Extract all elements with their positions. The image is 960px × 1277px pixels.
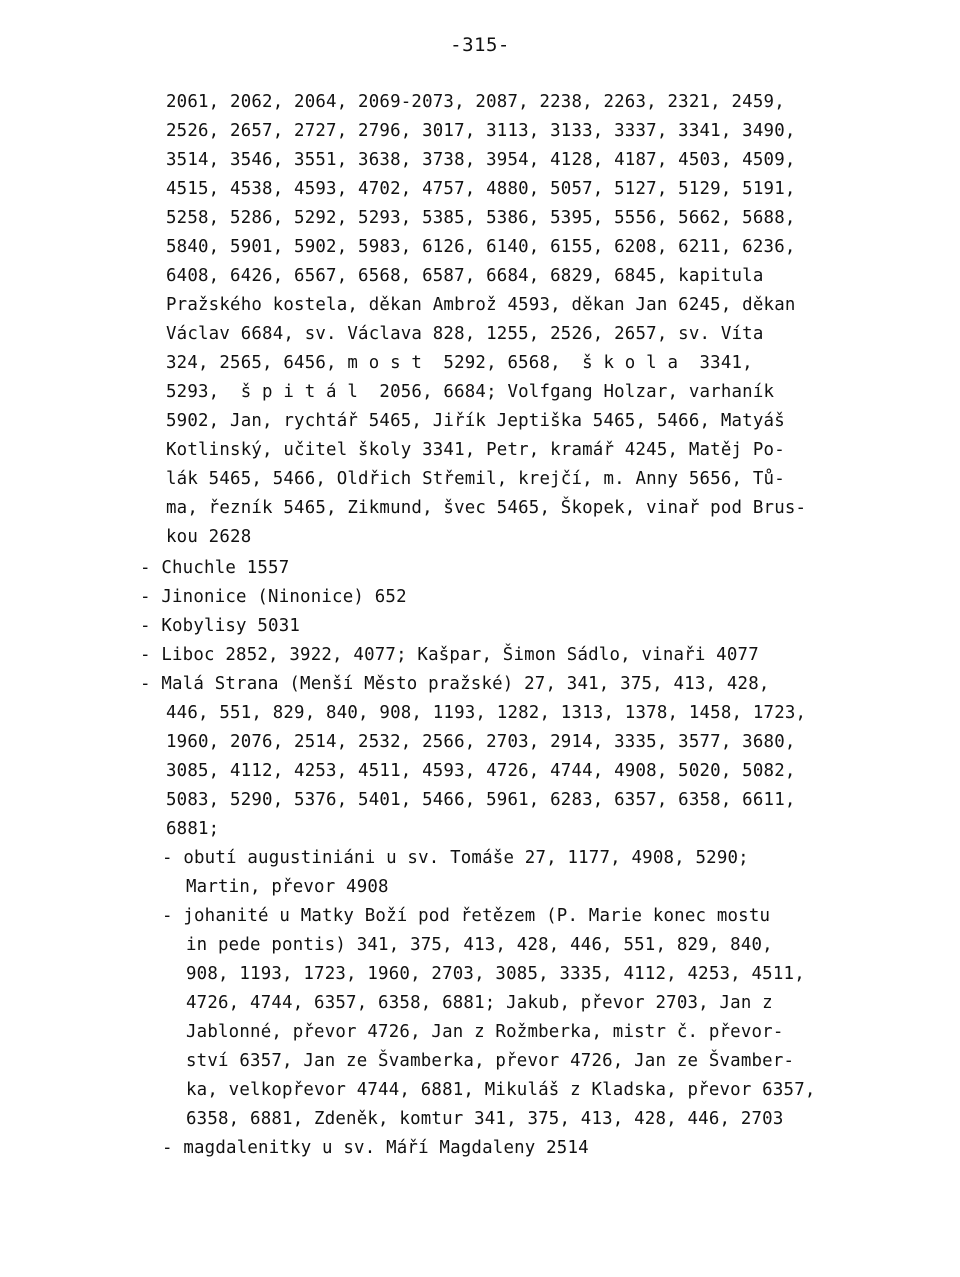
page-number: -315- <box>450 34 510 56</box>
index-subentry: - johanité u Matky Boží pod řetězem (P. Marie konec mostu <box>162 906 771 926</box>
index-line: 3514, 3546, 3551, 3638, 3738, 3954, 4128, 4187, 4503, 4509, <box>166 150 796 170</box>
index-subentry: - magdalenitky u sv. Máří Magdaleny 2514 <box>162 1138 589 1158</box>
index-line: 4726, 4744, 6357, 6358, 6881; Jakub, převor 2703, Jan z <box>186 993 773 1013</box>
index-line: ma, řezník 5465, Zikmund, švec 5465, Škopek, vinař pod Brus- <box>166 498 807 518</box>
index-line: 6408, 6426, 6567, 6568, 6587, 6684, 6829, 6845, kapitula <box>166 266 764 286</box>
index-line: 4515, 4538, 4593, 4702, 4757, 4880, 5057, 5127, 5129, 5191, <box>166 179 796 199</box>
index-entry: - Kobylisy 5031 <box>140 616 301 636</box>
index-entry: - Jinonice (Ninonice) 652 <box>140 587 407 607</box>
index-line: 5258, 5286, 5292, 5293, 5385, 5386, 5395, 5556, 5662, 5688, <box>166 208 796 228</box>
index-entry: - Chuchle 1557 <box>140 558 290 578</box>
index-line: 6358, 6881, Zdeněk, komtur 341, 375, 413, 428, 446, 2703 <box>186 1109 784 1129</box>
index-line: Martin, převor 4908 <box>186 877 389 897</box>
index-line: 324, 2565, 6456, m o s t 5292, 6568, š k o l a 3341, <box>166 353 753 373</box>
index-line: 2061, 2062, 2064, 2069-2073, 2087, 2238, 2263, 2321, 2459, <box>166 92 785 112</box>
index-line: in pede pontis) 341, 375, 413, 428, 446, 551, 829, 840, <box>186 935 773 955</box>
index-line: kou 2628 <box>166 527 252 547</box>
index-line: ka, velkopřevor 4744, 6881, Mikuláš z Kladska, převor 6357, <box>186 1080 816 1100</box>
index-line: Pražského kostela, děkan Ambrož 4593, děkan Jan 6245, děkan <box>166 295 796 315</box>
index-line: lák 5465, 5466, Oldřich Střemil, krejčí, m. Anny 5656, Tů- <box>166 469 785 489</box>
index-line: 5840, 5901, 5902, 5983, 6126, 6140, 6155, 6208, 6211, 6236, <box>166 237 796 257</box>
index-line: 908, 1193, 1723, 1960, 2703, 3085, 3335, 4112, 4253, 4511, <box>186 964 805 984</box>
index-line: Václav 6684, sv. Václava 828, 1255, 2526, 2657, sv. Víta <box>166 324 764 344</box>
index-line: 446, 551, 829, 840, 908, 1193, 1282, 1313, 1378, 1458, 1723, <box>166 703 807 723</box>
index-entry: - Liboc 2852, 3922, 4077; Kašpar, Šimon Sádlo, vinaři 4077 <box>140 645 759 665</box>
index-line: 5902, Jan, rychtář 5465, Jiřík Jeptiška 5465, 5466, Matyáš <box>166 411 785 431</box>
index-line: 5083, 5290, 5376, 5401, 5466, 5961, 6283, 6357, 6358, 6611, <box>166 790 796 810</box>
index-line: 3085, 4112, 4253, 4511, 4593, 4726, 4744, 4908, 5020, 5082, <box>166 761 796 781</box>
index-line: Jablonné, převor 4726, Jan z Rožmberka, mistr č. převor- <box>186 1022 784 1042</box>
index-line: Kotlinský, učitel školy 3341, Petr, kramář 4245, Matěj Po- <box>166 440 785 460</box>
index-line: 6881; <box>166 819 220 839</box>
index-subentry: - obutí augustiniáni u sv. Tomáše 27, 1177, 4908, 5290; <box>162 848 749 868</box>
index-entry: - Malá Strana (Menší Město pražské) 27, 341, 375, 413, 428, <box>140 674 770 694</box>
index-line: 1960, 2076, 2514, 2532, 2566, 2703, 2914, 3335, 3577, 3680, <box>166 732 796 752</box>
index-line: 2526, 2657, 2727, 2796, 3017, 3113, 3133, 3337, 3341, 3490, <box>166 121 796 141</box>
index-line: ství 6357, Jan ze Švamberka, převor 4726, Jan ze Švamber- <box>186 1051 795 1071</box>
index-line: 5293, š p i t á l 2056, 6684; Volfgang Holzar, varhaník <box>166 382 775 402</box>
